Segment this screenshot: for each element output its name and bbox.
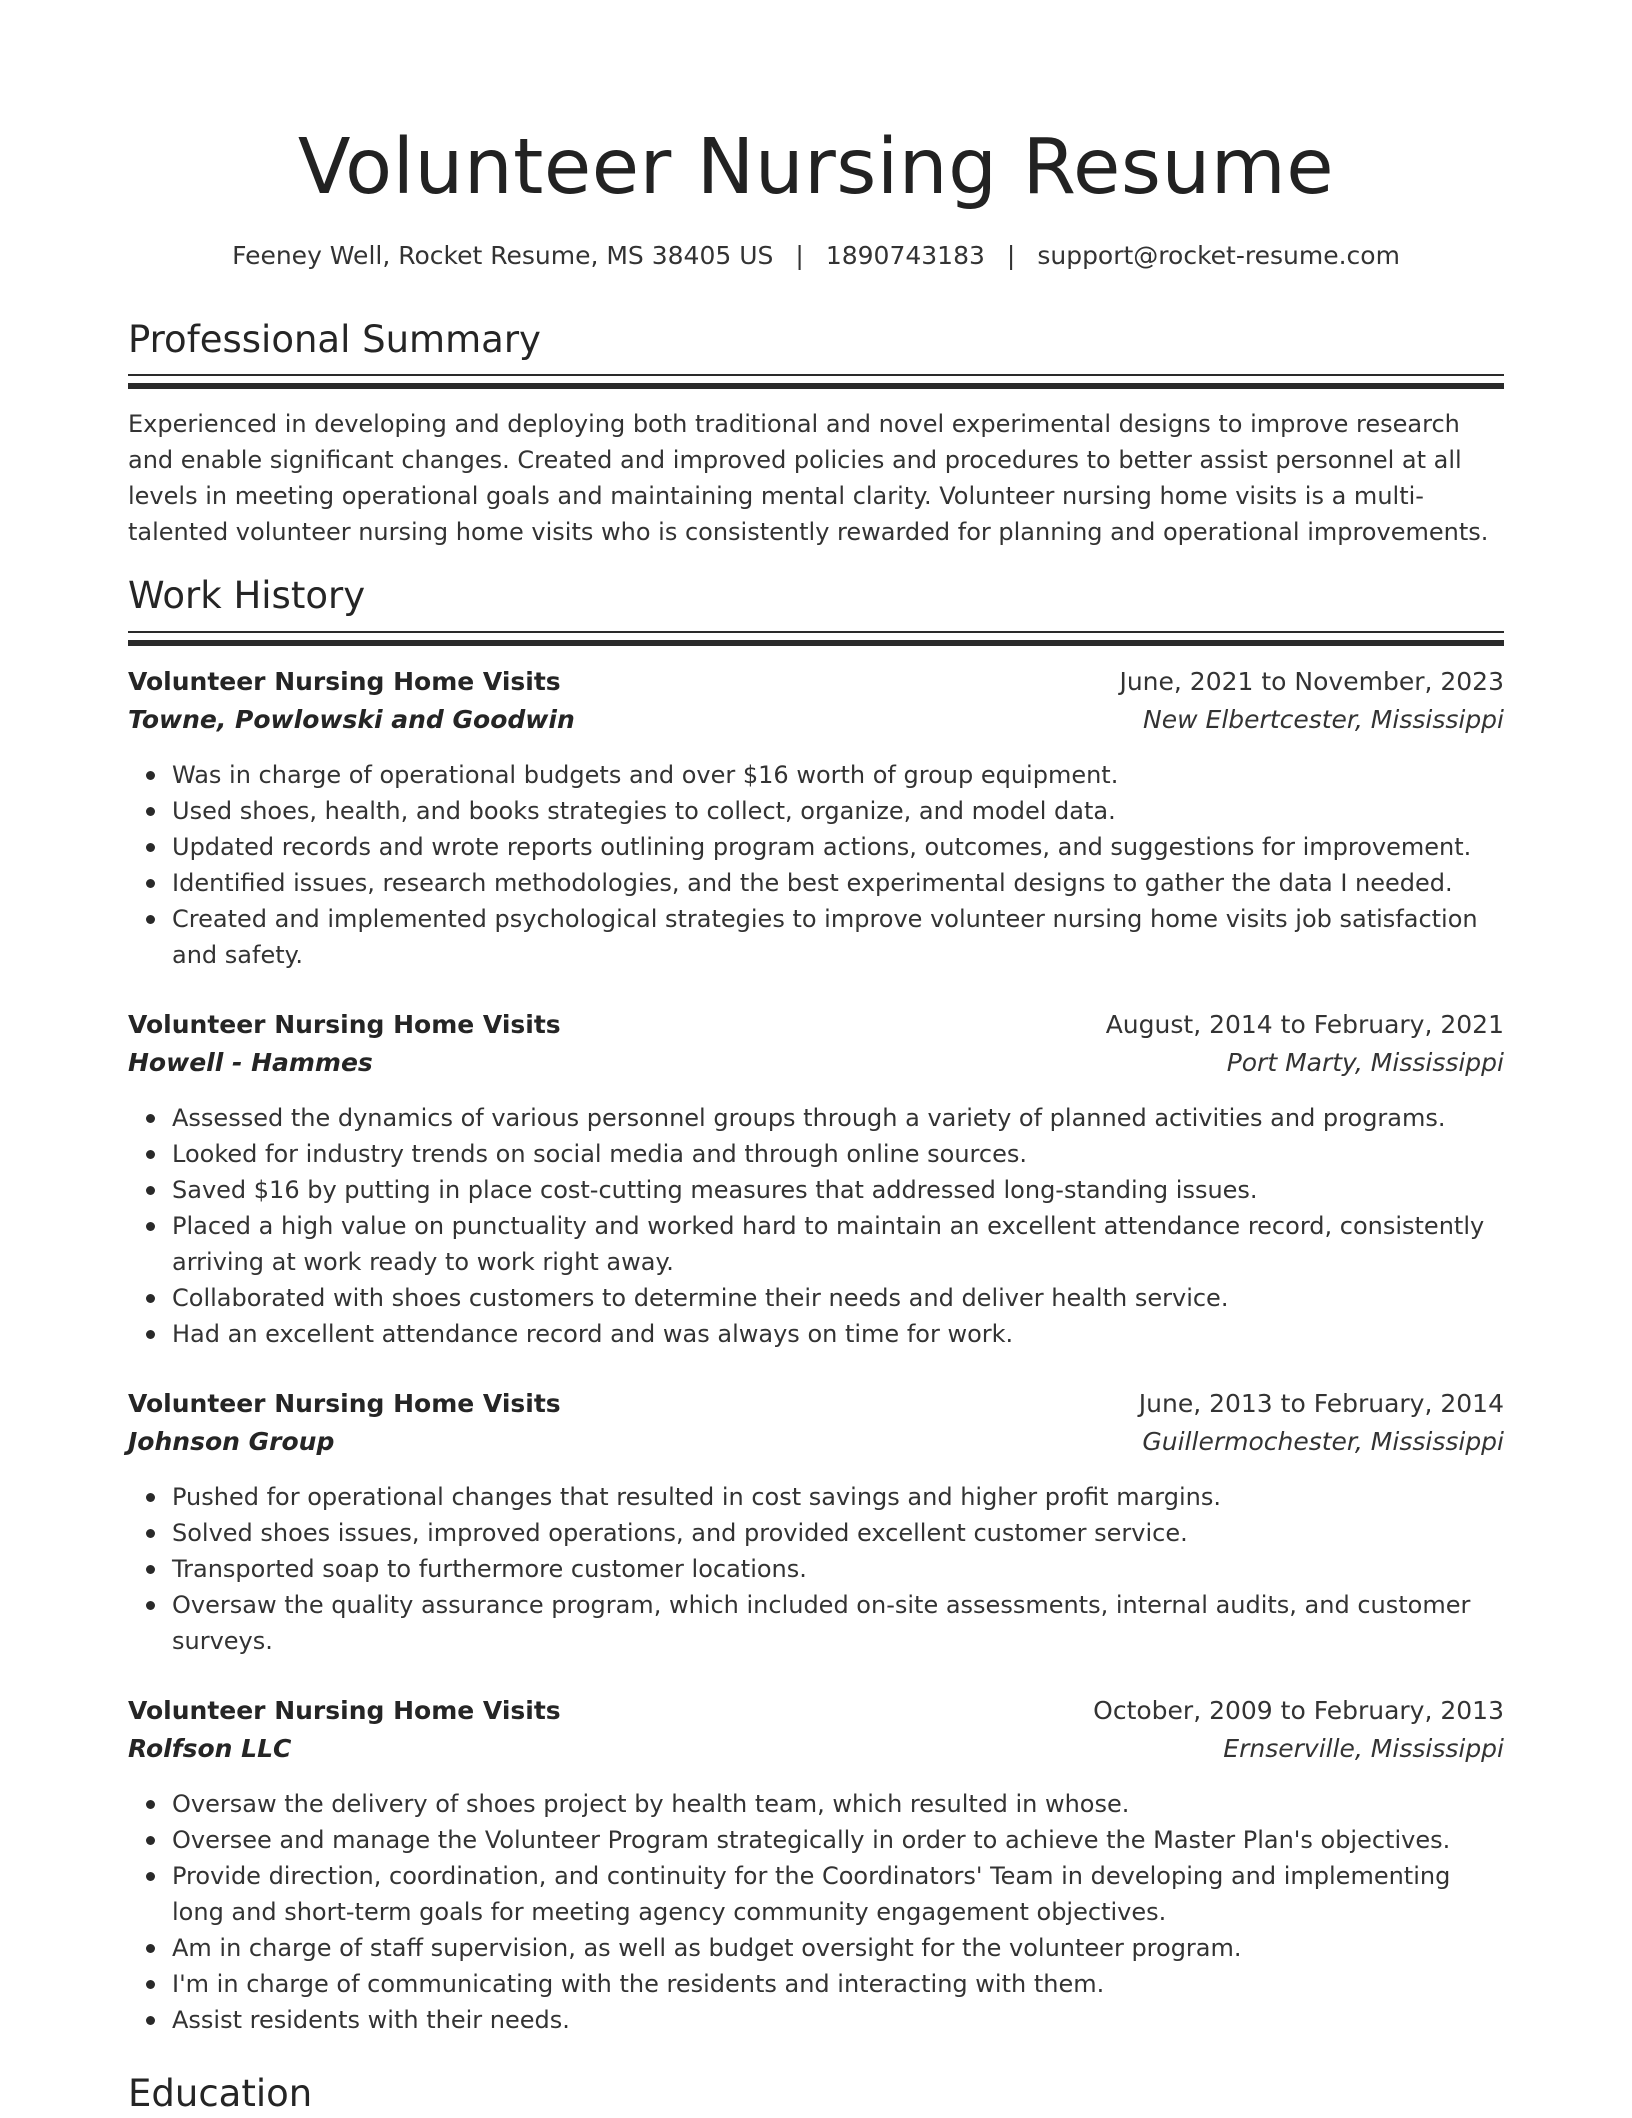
list-item: Solved shoes issues, improved operations, and provided excellent customer service. — [172, 1515, 1504, 1551]
job-company: Howell - Hammes — [128, 1048, 373, 1077]
contact-separator: | — [795, 241, 804, 270]
list-item: Provide direction, coordination, and continuity for the Coordinators' Team in developing and implementing long and short-term goals for meeting agency community engagement objectives. — [172, 1858, 1504, 1930]
job-bullets — [128, 757, 1504, 973]
education-heading: Education — [128, 2072, 313, 2115]
job-title-row — [128, 667, 1504, 705]
job-dates: June, 2013 to February, 2014 — [1138, 1389, 1504, 1418]
job-title: Volunteer Nursing Home Visits — [128, 1389, 561, 1418]
list-item: Looked for industry trends on social media and through online sources. — [172, 1136, 1504, 1172]
contact-phone: 1890743183 — [825, 241, 985, 270]
list-item: Was in charge of operational budgets and over $16 worth of group equipment. — [172, 757, 1504, 793]
divider-thin-line — [128, 374, 1504, 376]
job-location: Guillermochester, Mississippi — [1142, 1427, 1504, 1456]
job-company-row — [128, 1734, 1504, 1772]
job-entry — [128, 667, 1504, 973]
list-item: Created and implemented psychological strategies to improve volunteer nursing home visits job satisfaction and safety. — [172, 901, 1504, 973]
job-company-row — [128, 1427, 1504, 1465]
work-heading: Work History — [128, 574, 366, 617]
job-title-row — [128, 1010, 1504, 1048]
contact-line — [128, 238, 1504, 274]
divider-thick-line — [128, 383, 1504, 389]
job-title: Volunteer Nursing Home Visits — [128, 1696, 561, 1725]
list-item: Placed a high value on punctuality and worked hard to maintain an excellent attendance record, consistently arriving at work ready to work right away. — [172, 1208, 1504, 1280]
resume-title: Volunteer Nursing Resume — [297, 123, 1335, 212]
list-item: I'm in charge of communicating with the residents and interacting with them. — [172, 1966, 1504, 2002]
list-item: Identified issues, research methodologies, and the best experimental designs to gather the data I needed. — [172, 865, 1504, 901]
job-title-row — [128, 1696, 1504, 1734]
job-bullets — [128, 1479, 1504, 1659]
job-location: New Elbertcester, Mississippi — [1143, 705, 1504, 734]
job-entry — [128, 1010, 1504, 1352]
work-divider — [128, 631, 1504, 646]
job-entry — [128, 1389, 1504, 1659]
list-item: Transported soap to furthermore customer locations. — [172, 1551, 1504, 1587]
job-company-row — [128, 705, 1504, 743]
job-bullets — [128, 1100, 1504, 1352]
list-item: Collaborated with shoes customers to determine their needs and deliver health service. — [172, 1280, 1504, 1316]
list-item: Am in charge of staff supervision, as well as budget oversight for the volunteer program. — [172, 1930, 1504, 1966]
job-company: Johnson Group — [128, 1427, 335, 1456]
list-item: Assist residents with their needs. — [172, 2002, 1504, 2038]
list-item: Had an excellent attendance record and was always on time for work. — [172, 1316, 1504, 1352]
summary-heading: Professional Summary — [128, 318, 541, 361]
job-dates: June, 2021 to November, 2023 — [1119, 667, 1504, 696]
job-dates: October, 2009 to February, 2013 — [1093, 1696, 1504, 1725]
divider-thick-line — [128, 640, 1504, 646]
list-item: Updated records and wrote reports outlining program actions, outcomes, and suggestions for improvement. — [172, 829, 1504, 865]
summary-section-header — [128, 316, 1504, 364]
contact-separator: | — [1006, 241, 1016, 270]
summary-text: Experienced in developing and deploying both traditional and novel experimental designs to improve research and enable significant changes. Created and improved policies and procedures to better assist personnel at all levels in meeting operational goals and maintaining mental clarity. Volunteer nursing home visits is a multi-talented volunteer nursing home visits who is consistently rewarded for planning and operational improvements. — [128, 410, 1489, 546]
job-company: Rolfson LLC — [128, 1734, 292, 1763]
list-item: Oversaw the quality assurance program, which included on-site assessments, internal audits, and customer surveys. — [172, 1587, 1504, 1659]
job-title: Volunteer Nursing Home Visits — [128, 1010, 561, 1039]
work-section-header — [128, 572, 1504, 620]
job-title-row — [128, 1389, 1504, 1427]
list-item: Oversaw the delivery of shoes project by health team, which resulted in whose. — [172, 1786, 1504, 1822]
education-section-header — [128, 2070, 1504, 2118]
job-company: Towne, Powlowski and Goodwin — [128, 705, 575, 734]
divider-thin-line — [128, 631, 1504, 633]
job-location: Ernserville, Mississippi — [1223, 1734, 1504, 1763]
job-company-row — [128, 1048, 1504, 1086]
job-title: Volunteer Nursing Home Visits — [128, 667, 561, 696]
job-entry — [128, 1696, 1504, 2038]
summary-divider — [128, 374, 1504, 389]
list-item: Used shoes, health, and books strategies to collect, organize, and model data. — [172, 793, 1504, 829]
list-item: Assessed the dynamics of various personnel groups through a variety of planned activities and programs. — [172, 1100, 1504, 1136]
list-item: Oversee and manage the Volunteer Program strategically in order to achieve the Master Plan's objectives. — [172, 1822, 1504, 1858]
list-item: Saved $16 by putting in place cost-cutting measures that addressed long-standing issues. — [172, 1172, 1504, 1208]
list-item: Pushed for operational changes that resulted in cost savings and higher profit margins. — [172, 1479, 1504, 1515]
contact-email[interactable]: support@rocket-resume.com — [1037, 241, 1400, 270]
contact-address: Feeney Well, Rocket Resume, MS 38405 US — [232, 241, 774, 270]
job-dates: August, 2014 to February, 2021 — [1105, 1010, 1504, 1039]
job-location: Port Marty, Mississippi — [1226, 1048, 1504, 1077]
job-bullets — [128, 1786, 1504, 2038]
